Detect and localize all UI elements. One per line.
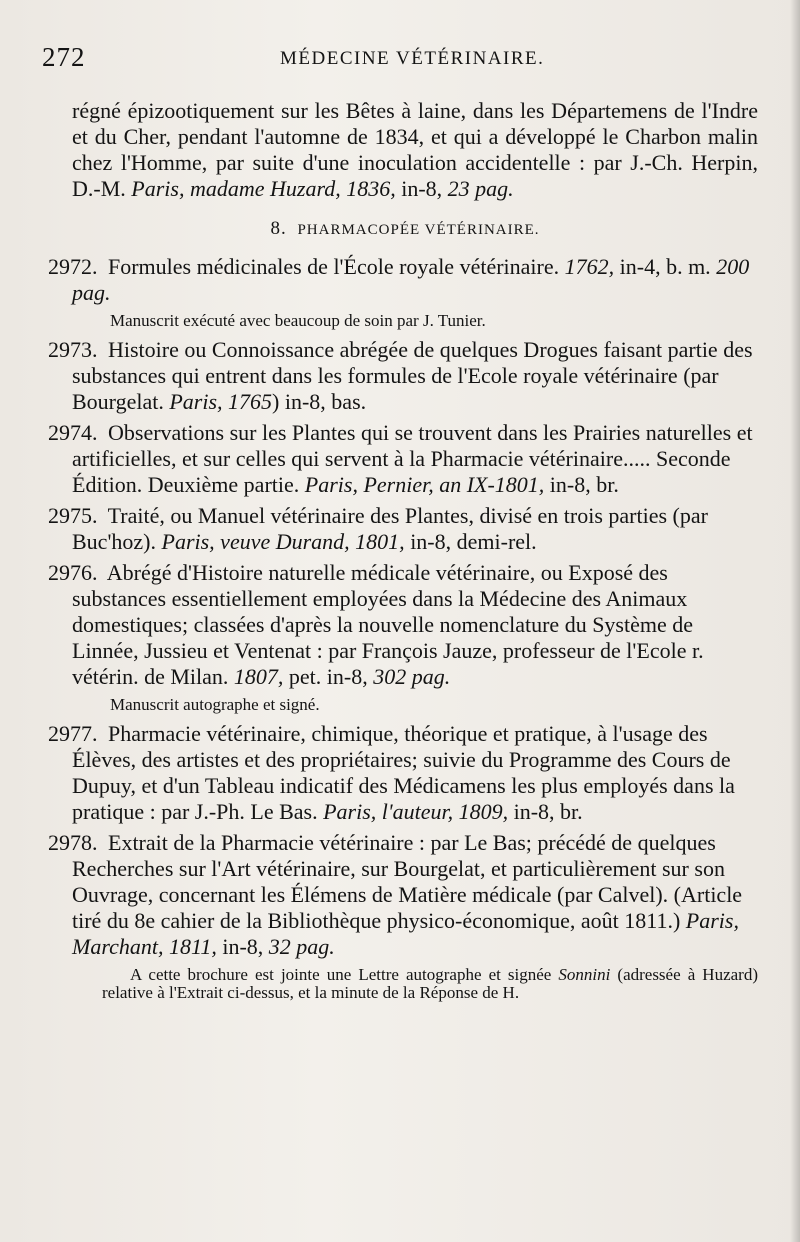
entry-format: in-8, br.: [513, 799, 583, 824]
final-note-before: A cette brochure est jointe une Lettre autographe et signée: [130, 965, 552, 984]
catalog-entry: [48, 420, 758, 498]
entry-format: in-4, b. m.: [619, 254, 711, 279]
entry-number: 2977.: [48, 721, 98, 746]
entry-format: ) in-8, bas.: [272, 389, 367, 414]
catalog-entry: [48, 830, 758, 960]
entry-imprint: Paris, veuve Durand, 1801,: [161, 529, 405, 554]
running-head: [42, 36, 758, 76]
entry-imprint: Paris, 1765: [169, 389, 273, 414]
entry-title: Abrégé d'Histoire naturelle médicale vétérinaire, ou Exposé des substances essentiellement employées dans la Médecine des Animaux domestiques; classées d'après la nouvelle nomenclature du Système de Linnée, Jussieu et Ventenat : par François Jauze, professeur de l'Ecole r. vétérin. de Milan.: [72, 560, 704, 689]
entry-pages: 302 pag.: [373, 664, 451, 689]
entry-number: 2974.: [48, 420, 98, 445]
entry-format: in-8, br.: [549, 472, 619, 497]
entry-title: Observations sur les Plantes qui se trouvent dans les Prairies naturelles et artificielles, et sur celles qui servent à la Pharmacie vétérinaire..... Seconde Édition. Deuxième partie.: [72, 420, 753, 497]
catalog-entry: [48, 721, 758, 825]
catalog-entry: [48, 254, 758, 306]
catalog-entry: [48, 337, 758, 415]
entry-title: Traité, ou Manuel vétérinaire des Plantes, divisé en trois parties (par Buc'hoz).: [72, 503, 708, 554]
entry-format: pet. in-8,: [288, 664, 368, 689]
continued-entry-text: régné épizootiquement sur les Bêtes à laine, dans les Départemens de l'Indre et du Cher, pendant l'automne de 1834, et qui a développé le Charbon malin chez l'Homme, par suite d'une inoculation accidentelle : par J.-Ch. Herpin, D.-M.: [72, 98, 758, 201]
entry-imprint: 1762,: [564, 254, 615, 279]
final-note: [102, 966, 758, 1002]
section-number: 8.: [270, 218, 287, 239]
entry-note: Manuscrit exécuté avec beaucoup de soin par J. Tunier.: [110, 311, 486, 330]
entry-title: Extrait de la Pharmacie vétérinaire : par Le Bas; précédé de quelques Recherches sur l'Art vétérinaire, sur Bourgelat, et particulièrement sur son Ouvrage, concernant les Élémens de Matière médicale (par Calvel). (Article tiré du 8e cahier de la Bibliothèque physico-économique, août 1811.): [72, 830, 743, 933]
continued-entry-imprint: Paris, madame Huzard, 1836,: [131, 176, 396, 201]
catalog-entry: [48, 560, 758, 690]
entry-imprint: Paris, Marchant, 1811,: [72, 908, 739, 959]
page-number: 272: [42, 42, 86, 72]
entry-imprint: Paris, l'auteur, 1809,: [323, 799, 509, 824]
entry-title: Histoire ou Connoissance abrégée de quelques Drogues faisant partie des substances qui entrent dans les formules de l'Ecole royale vétérinaire (par Bourgelat.: [72, 337, 753, 414]
continued-entry-format: in-8,: [401, 176, 443, 201]
entry-pages: 200 pag.: [72, 254, 750, 305]
entry-number: 2975.: [48, 503, 98, 528]
entry-imprint: Paris, Pernier, an IX-1801,: [304, 472, 545, 497]
entry-number: 2973.: [48, 337, 98, 362]
section-heading: [52, 218, 758, 240]
running-title: MÉDECINE VÉTÉRINAIRE.: [280, 48, 545, 69]
catalog-entry: [48, 503, 758, 555]
entry-number: 2972.: [48, 254, 98, 279]
section-title: PHARMACOPÉE VÉTÉRINAIRE.: [297, 222, 540, 238]
entry-note: Manuscrit autographe et signé.: [110, 695, 320, 714]
entry-pages: 32 pag.: [268, 934, 335, 959]
continued-entry: [72, 98, 758, 202]
entry-number: 2976.: [48, 560, 98, 585]
entry-format: in-8,: [222, 934, 264, 959]
entry-title: Formules médicinales de l'École royale vétérinaire.: [108, 254, 560, 279]
entry-imprint: 1807,: [233, 664, 284, 689]
final-note-after: (adressée à Huzard) relative à l'Extrait ci-dessus, et la minute de la Réponse de H.: [102, 965, 758, 1002]
final-note-name: Sonnini: [558, 965, 611, 984]
entry-number: 2978.: [48, 830, 98, 855]
entry-format: in-8, demi-rel.: [410, 529, 537, 554]
continued-entry-pages: 23 pag.: [447, 176, 514, 201]
entry-title: Pharmacie vétérinaire, chimique, théorique et pratique, à l'usage des Élèves, des artistes et des propriétaires; suivie du Programme des Cours de Dupuy, et d'un Tableau indicatif des Médicamens les plus employés dans la pratique : par J.-Ph. Le Bas.: [72, 721, 735, 824]
